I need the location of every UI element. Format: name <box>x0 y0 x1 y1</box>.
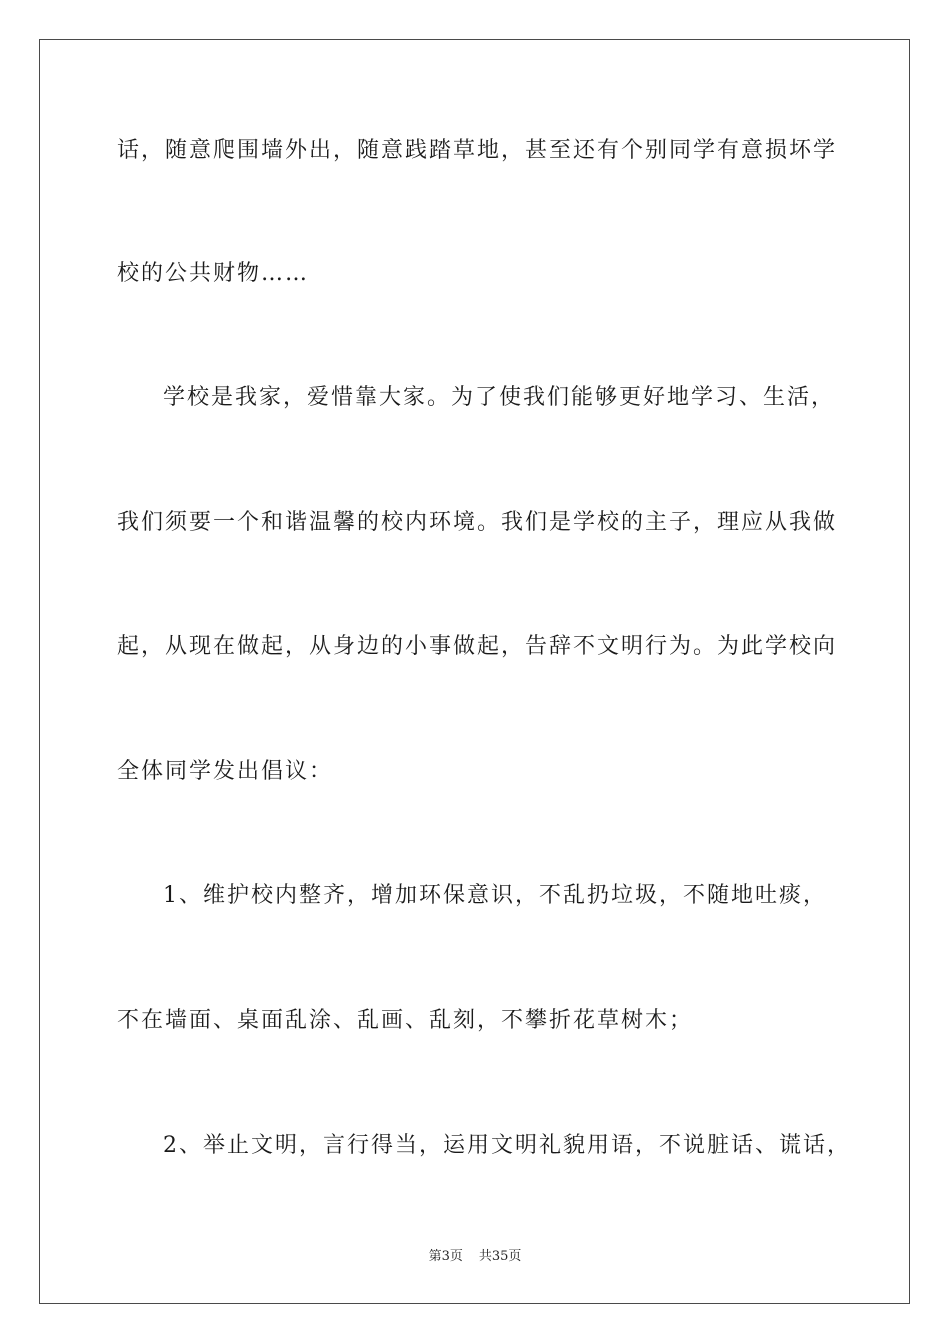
page-footer <box>0 1248 950 1266</box>
paragraph-line: 起，从现在做起，从身边的小事做起，告辞不文明行为。为此学校向 <box>117 634 838 659</box>
paragraph-line: 2、举止文明，言行得当，运用文明礼貌用语，不说脏话、谎话， <box>163 1133 851 1158</box>
total-pages: 共35页 <box>478 1249 522 1264</box>
paragraph-line: 1、维护校内整齐，增加环保意识，不乱扔垃圾，不随地吐痰， <box>163 883 827 908</box>
page-number: 第3页 <box>428 1249 463 1264</box>
paragraph-line: 全体同学发出倡议： <box>117 759 334 784</box>
paragraph-line: 话，随意爬围墙外出，随意践踏草地，甚至还有个别同学有意损坏学 <box>117 138 838 163</box>
paragraph-line: 我们须要一个和谐温馨的校内环境。我们是学校的主子，理应从我做 <box>117 510 838 535</box>
paragraph-line: 不在墙面、桌面乱涂、乱画、乱刻，不攀折花草树木； <box>117 1008 694 1033</box>
paragraph-line: 校的公共财物…… <box>117 261 310 286</box>
paragraph-line: 学校是我家，爱惜靠大家。为了使我们能够更好地学习、生活， <box>163 385 836 410</box>
page-border <box>39 39 910 1304</box>
